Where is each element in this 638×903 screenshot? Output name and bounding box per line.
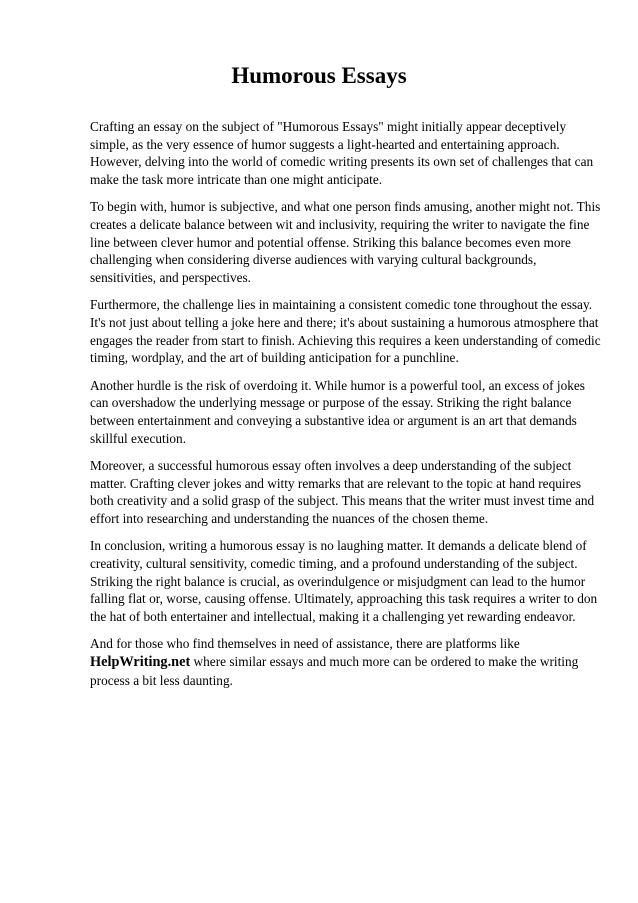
closing-text-before-link: And for those who find themselves in need of assistance, there are platforms like xyxy=(90,636,520,652)
paragraph-5: Moreover, a successful humorous essay often involves a deep understanding of the subject matter. Crafting clever jokes and witty remarks that are relevant to the topic at hand requires both creativity and a solid grasp of the subject. This means that the writer must invest time and effort into researching and understanding the nuances of the chosen theme. xyxy=(90,458,595,526)
helpwriting-link[interactable]: HelpWriting.net xyxy=(90,654,191,671)
document-title: Humorous Essays xyxy=(231,63,407,88)
paragraph-6: In conclusion, writing a humorous essay is no laughing matter. It demands a delicate blend of creativity, cultural sensitivity, comedic timing, and a profound understanding of the subject. Striking the right balance is crucial, as overindulgence or misjudgment can lead to the humor falling flat or, worse, causing offense. Ultimately, approaching this task requires a writer to don the hat of both entertainer and intellectual, making it a challenging yet rewarding endeavor. xyxy=(90,538,598,624)
paragraph-4: Another hurdle is the risk of overdoing it. While humor is a powerful tool, an excess of jokes can overshadow the underlying message or purpose of the essay. Striking the right balance between entertainment and conveying a substantive idea or argument is an art that demands skillful execution. xyxy=(90,377,585,446)
document-body xyxy=(90,118,602,699)
paragraph-2: To begin with, humor is subjective, and what one person finds amusing, another might not. This creates a delicate balance between wit and inclusivity, requiring the writer to navigate the fine line between clever humor and potential offense. Striking this balance becomes even more challenging when considering diverse audiences with varying cultural backgrounds, sensitivities, and perspectives. xyxy=(90,199,601,285)
paragraph-1: Crafting an essay on the subject of "Humorous Essays" might initially appear deceptively simple, as the very essence of humor suggests a light-hearted and entertaining approach. However, delving into the world of comedic writing presents its own set of challenges that can make the task more intricate than one might anticipate. xyxy=(90,119,594,187)
paragraph-3: Furthermore, the challenge lies in maintaining a consistent comedic tone throughout the essay. It's not just about telling a joke here and there; it's about sustaining a humorous atmosphere that engages the reader from start to finish. Achieving this requires a keen understanding of comedic timing, wordplay, and the art of building anticipation for a punchline. xyxy=(90,297,601,366)
closing-paragraph xyxy=(90,635,602,689)
closing-text-after-link: where similar essays and much more can be ordered to make the writing process a bit less daunting. xyxy=(90,654,579,688)
